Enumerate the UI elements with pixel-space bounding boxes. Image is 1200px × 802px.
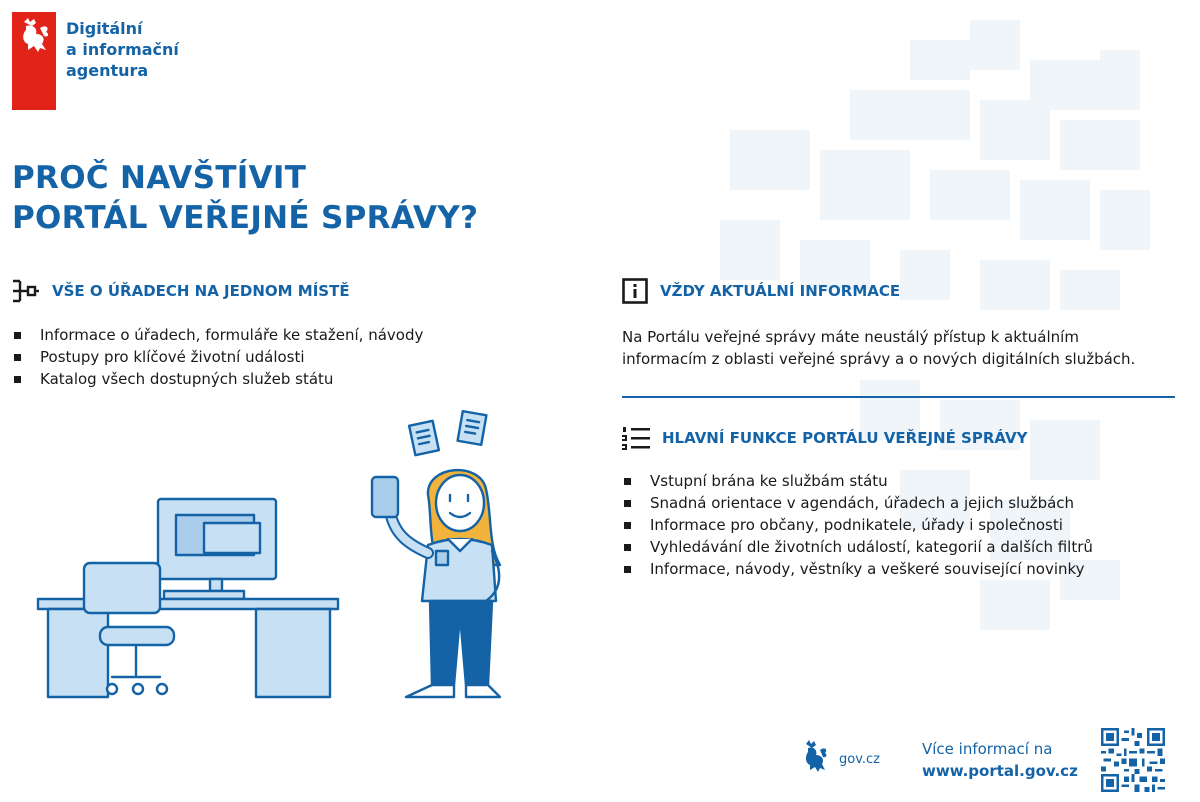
list-item: Snadná orientace v agendách, úřadech a jejich službách [622,492,1093,514]
functions-list [622,470,1093,580]
list-item: Katalog všech dostupných služeb státu [12,368,423,390]
page-title [12,158,478,238]
section-offices-heading [12,278,350,304]
list-item: Informace pro občany, podnikatele, úřady i společnosti [622,514,1093,536]
logo-text [66,18,179,81]
list-item: Postupy pro klíčové životní události [12,346,423,368]
section-functions-title: HLAVNÍ FUNKCE PORTÁLU VEŘEJNÉ SPRÁVY [662,429,1028,447]
office-illustration [30,405,510,705]
dia-logo [12,12,179,110]
qr-code [1101,728,1165,792]
more-info-label: Více informací na [922,740,1053,758]
list-item: Informace o úřadech, formuláře ke stažení, návody [12,324,423,346]
section-functions-heading [622,425,1027,451]
page-title-line-1: PROČ NAVŠTÍVIT [12,160,307,196]
numbered-list-icon [622,425,650,451]
lion-icon [800,740,830,776]
section-current-title: VŽDY AKTUÁLNÍ INFORMACE [660,282,901,300]
logo-flag [12,12,56,110]
logo-line-1: Digitální [66,19,143,38]
logo-line-2: a informační [66,40,179,59]
paragraph-line-2: informacím z oblasti veřejné správy a o nových digitálních službách. [622,350,1136,368]
portal-url-link[interactable]: www.portal.gov.cz [922,762,1078,780]
logo-line-3: agentura [66,61,149,80]
hierarchy-icon [12,278,40,304]
paragraph-line-1: Na Portálu veřejné správy máte neustálý přístup k aktuálním [622,328,1079,346]
more-info [922,738,1078,782]
gov-link[interactable]: gov.cz [839,752,880,767]
offices-list [12,324,423,390]
section-offices-title: VŠE O ÚŘADECH NA JEDNOM MÍSTĚ [52,282,350,300]
info-icon [622,278,648,304]
section-current-heading [622,278,900,304]
list-item: Vyhledávání dle životních událostí, kategorií a dalších filtrů [622,536,1093,558]
section-divider [622,396,1175,398]
list-item: Informace, návody, věstníky a veškeré související novinky [622,558,1093,580]
lion-emblem-icon [16,16,52,56]
current-info-paragraph [622,326,1135,370]
list-item: Vstupní brána ke službám státu [622,470,1093,492]
page-title-line-2: PORTÁL VEŘEJNÉ SPRÁVY? [12,200,479,236]
